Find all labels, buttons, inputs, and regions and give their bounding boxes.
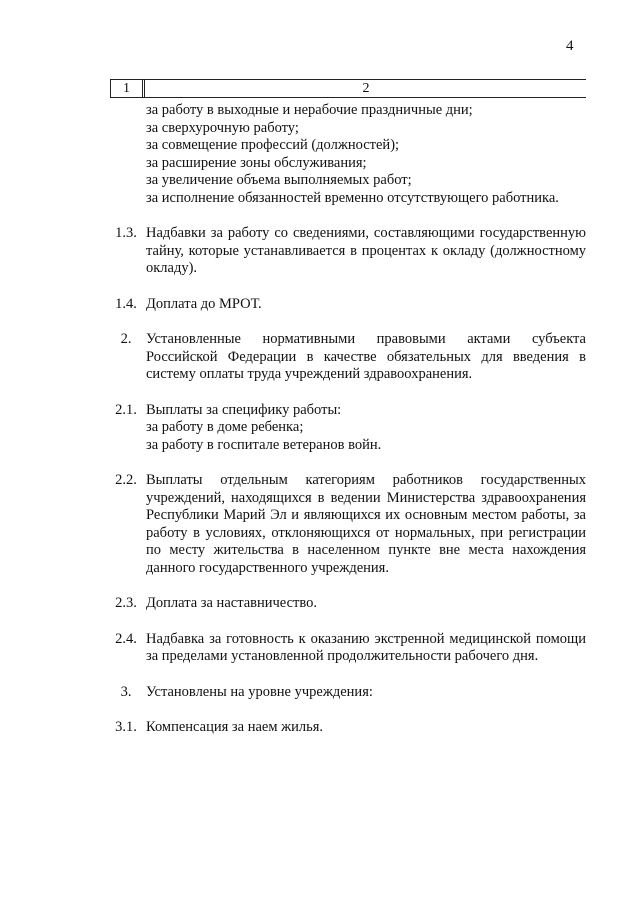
item-text: Установлены на уровне учреждения: <box>146 683 373 700</box>
list-item <box>106 631 586 666</box>
intro-line: за сверхурочную работу; <box>146 119 299 136</box>
item-number: 1.3. <box>115 225 137 241</box>
item-number: 2.1. <box>115 401 137 418</box>
page-number: 4 <box>566 38 574 54</box>
item-text: Доплата за наставничество. <box>146 595 317 611</box>
item-number: 2.2. <box>115 472 137 488</box>
item-text: Компенсация за наем жилья. <box>146 719 324 735</box>
item-text: Установленные нормативными правовыми актами субъекта Российской Федерации в качестве обязательных для введения в систему оплаты труда учреждений здравоохранения. <box>146 331 586 382</box>
list-item <box>106 331 586 384</box>
list-item <box>106 684 586 702</box>
list-item <box>106 296 586 314</box>
intro-line: за расширение зоны обслуживания; <box>146 154 367 171</box>
item-number: 2. <box>120 331 132 347</box>
intro-line: за увеличение объема выполняемых работ; <box>146 172 412 188</box>
table-header-row <box>110 79 586 98</box>
item-number: 3. <box>120 683 132 700</box>
intro-line: за работу в выходные и нерабочие праздничные дни; <box>146 102 473 118</box>
intro-line: за исполнение обязанностей временно отсутствующего работника. <box>146 189 559 206</box>
intro-list <box>146 102 586 207</box>
item-text: Надбавка за готовность к оказанию экстренной медицинской помощи за пределами установленной продолжительности рабочего дня. <box>146 630 586 664</box>
item-line: за работу в госпитале ветеранов войн. <box>146 436 382 453</box>
list-item <box>106 595 586 613</box>
list-item <box>106 719 586 737</box>
list-item <box>106 472 586 577</box>
list-item <box>106 402 586 455</box>
table-header-col2: 2 <box>144 80 587 97</box>
document-body <box>106 102 586 737</box>
list-item <box>106 225 586 278</box>
item-text: Выплаты отдельным категориям работников государственных учреждений, находящихся в ведении Министерства здравоохранения Республики Марий Эл и являющихся их основным местом работы, за работу в условиях, отклоняющихся от нормальных, при регистрации по месту жительства в населенном пункте вне места нахождения данного государственного учреждения. <box>146 472 586 576</box>
item-text <box>146 402 586 455</box>
item-number: 2.3. <box>115 595 137 611</box>
item-number: 3.1. <box>115 719 137 735</box>
table-header-col1: 1 <box>110 80 143 97</box>
item-text: Доплата до МРОТ. <box>146 295 262 312</box>
item-line: Выплаты за специфику работы: <box>146 401 342 418</box>
item-number: 1.4. <box>115 295 137 312</box>
intro-block <box>106 102 586 207</box>
item-text: Надбавки за работу со сведениями, составляющими государственную тайну, которые устанавливается в процентах к окладу (должностному окладу). <box>146 225 586 276</box>
item-number: 2.4. <box>115 630 137 647</box>
item-line: за работу в доме ребенка; <box>146 419 304 435</box>
intro-line: за совмещение профессий (должностей); <box>146 137 400 153</box>
